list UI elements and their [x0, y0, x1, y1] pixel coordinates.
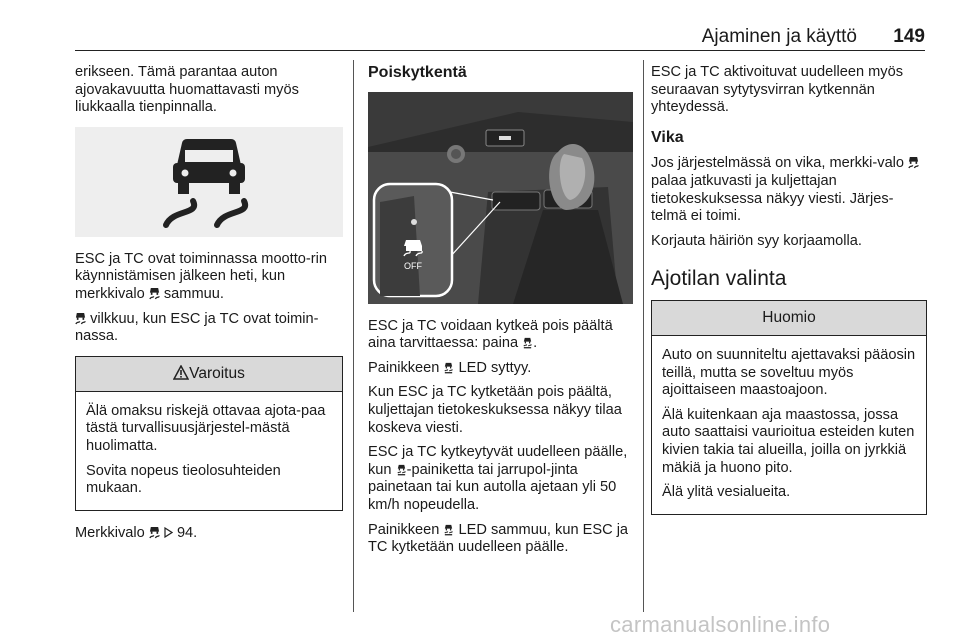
- paragraph: ESC ja TC ovat toiminnassa mootto-rin käynnistämisen jälkeen heti, kun merkkivalo sammuu.: [75, 250, 327, 302]
- page-header: [75, 22, 925, 51]
- column-3: [651, 64, 927, 529]
- paragraph: Älä ylitä vesialueita.: [662, 484, 791, 501]
- page-reference: Merkkivalo 94.: [75, 524, 198, 541]
- paragraph: Sovita nopeus tieolosuhteiden mukaan.: [86, 462, 281, 497]
- paragraph: Älä kuitenkaan aja maastossa, jossa auto saattaisi vaurioitua esteiden kuten kivien takia tai alueilla, joilla on jyrkkiä mäkiä ja huono pito.: [662, 406, 915, 476]
- section-heading: Poiskytkentä: [368, 64, 467, 81]
- section-heading: Ajotilan valinta: [651, 267, 787, 291]
- skidding-car-icon: [149, 287, 160, 300]
- skidding-car-icon: [908, 156, 919, 169]
- paragraph: Älä omaksu riskejä ottavaa ajota-paa tästä turvallisuusjärjestel-mästä huolimatta.: [86, 402, 326, 454]
- paragraph: ESC ja TC voidaan kytkeä pois päältä aina tarvittaessa: paina .: [368, 317, 613, 352]
- tc-off-button-icon: [443, 523, 454, 536]
- column-divider: [643, 60, 644, 612]
- note-box: [651, 300, 927, 515]
- warning-triangle-icon: [173, 365, 189, 380]
- watermark: carmanualsonline.info: [610, 612, 831, 637]
- skidding-car-icon: [149, 526, 160, 539]
- paragraph: ESC ja TC kytkeytyvät uudelleen päälle, kun -painiketta tai jarrupol-jinta painetaan tai kun autolla ajetaan yli 50 km/h nopeudella.: [368, 444, 628, 513]
- page-number: 149: [893, 26, 925, 47]
- paragraph: Jos järjestelmässä on vika, merkki-valo palaa jatkuvasti ja kuljettajan tietokeskuksessa näkyy viesti. Järjes-telmä ei toimi.: [651, 155, 927, 225]
- paragraph: Painikkeen LED sammuu, kun ESC ja TC kytketään uudelleen päälle.: [368, 521, 629, 556]
- header-title: Ajaminen ja käyttö: [701, 26, 857, 47]
- console-photo: [368, 92, 633, 304]
- section-heading: Vika: [651, 128, 684, 146]
- paragraph: Auto on suunniteltu ajettavaksi pääosin teillä, mutta se soveltuu myös ajoittaiseen maastoajoon.: [662, 346, 916, 399]
- tc-off-button-icon: [396, 463, 407, 476]
- column-2: [368, 64, 633, 564]
- column-divider: [353, 60, 354, 612]
- center-console-image: [368, 92, 633, 304]
- warning-box: [75, 356, 343, 511]
- off-label: OFF: [404, 260, 422, 271]
- page-reference-arrow-icon: [164, 527, 173, 538]
- paragraph: Kun ESC ja TC kytketään pois päältä, kuljettajan tietokeskuksessa näkyy tilaa koskeva viesti.: [368, 384, 622, 436]
- paragraph: Korjauta häiriön syy korjaamolla.: [651, 232, 862, 249]
- column-1: [75, 64, 343, 549]
- tc-off-button-icon: [522, 336, 533, 349]
- warning-box-title: Varoitus: [189, 364, 245, 382]
- paragraph: erikseen. Tämä parantaa auton ajovakavuutta huomattavasti myös liukkaalla tienpinnalla.: [75, 64, 299, 116]
- skidding-car-icon: [75, 312, 86, 325]
- tc-off-button-icon: [443, 361, 454, 374]
- paragraph: ESC ja TC aktivoituvat uudelleen myös seuraavan sytytysvirran kytkennän yhteydessä.: [651, 64, 903, 116]
- esc-tc-warning-lamp-figure: [75, 127, 343, 237]
- paragraph: vilkkuu, kun ESC ja TC ovat toimin-nassa.: [75, 310, 319, 345]
- note-box-title: Huomio: [652, 301, 926, 336]
- skidding-car-icon: [75, 127, 343, 237]
- paragraph: Painikkeen LED syttyy.: [368, 359, 532, 376]
- warning-box-header: [76, 357, 342, 392]
